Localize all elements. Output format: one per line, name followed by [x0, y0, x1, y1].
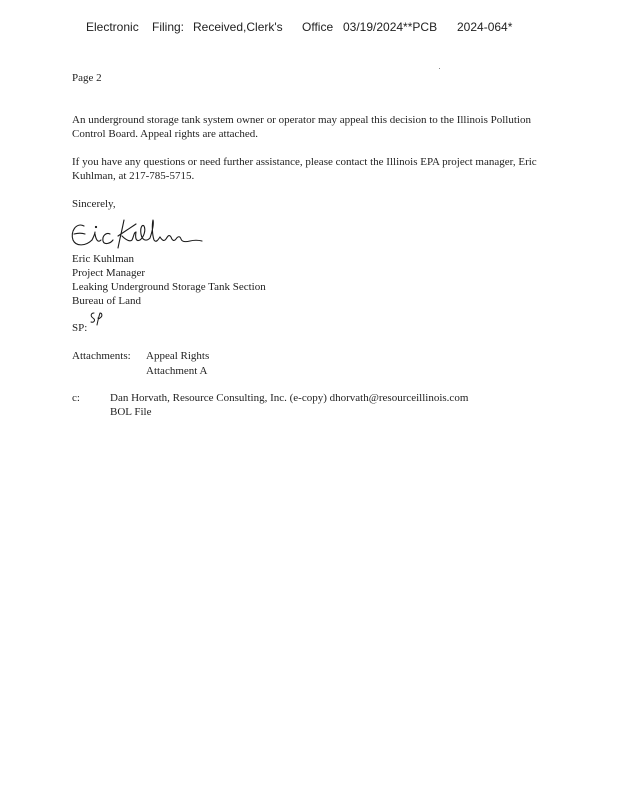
signer-section: Leaking Underground Storage Tank Section: [72, 281, 266, 293]
cc-label: c:: [72, 392, 80, 404]
stamp-office: Office: [302, 20, 334, 34]
handwritten-initials: [88, 310, 104, 328]
signer-name: Eric Kuhlman: [72, 253, 135, 265]
attachment-item: Appeal Rights: [146, 350, 210, 362]
stamp-case-number: 2024-064*: [457, 20, 513, 34]
cc-recipient: BOL File: [110, 406, 152, 418]
electronic-filing-stamp: [0, 20, 618, 36]
contact-paragraph: If you have any questions or need further assistance, please contact the Illinois EPA project manager, Eric Kuhlman, at 217-785-5715.: [72, 156, 537, 182]
appeal-paragraph: An underground storage tank system owner or operator may appeal this decision to the Illinois Pollution Control Board. Appeal rights are attached.: [72, 114, 531, 140]
cc-recipient: Dan Horvath, Resource Consulting, Inc. (e-copy) dhorvath@resourceillinois.com: [110, 392, 469, 404]
closing: Sincerely,: [72, 198, 116, 210]
stamp-electronic: Electronic: [86, 20, 139, 34]
attachments-label: Attachments:: [72, 350, 131, 362]
typist-initials: SP:: [72, 322, 88, 334]
stamp-date-pcb: 03/19/2024**PCB: [343, 20, 438, 34]
scan-speck: [439, 68, 440, 69]
signer-title: Project Manager: [72, 267, 145, 279]
stamp-received-clerks: Received,Clerk's: [193, 20, 283, 34]
handwritten-signature: [68, 212, 204, 256]
stamp-filing: Filing:: [152, 20, 185, 34]
attachment-item: Attachment A: [146, 365, 208, 377]
signer-bureau: Bureau of Land: [72, 295, 142, 307]
page-label: Page 2: [72, 72, 102, 84]
